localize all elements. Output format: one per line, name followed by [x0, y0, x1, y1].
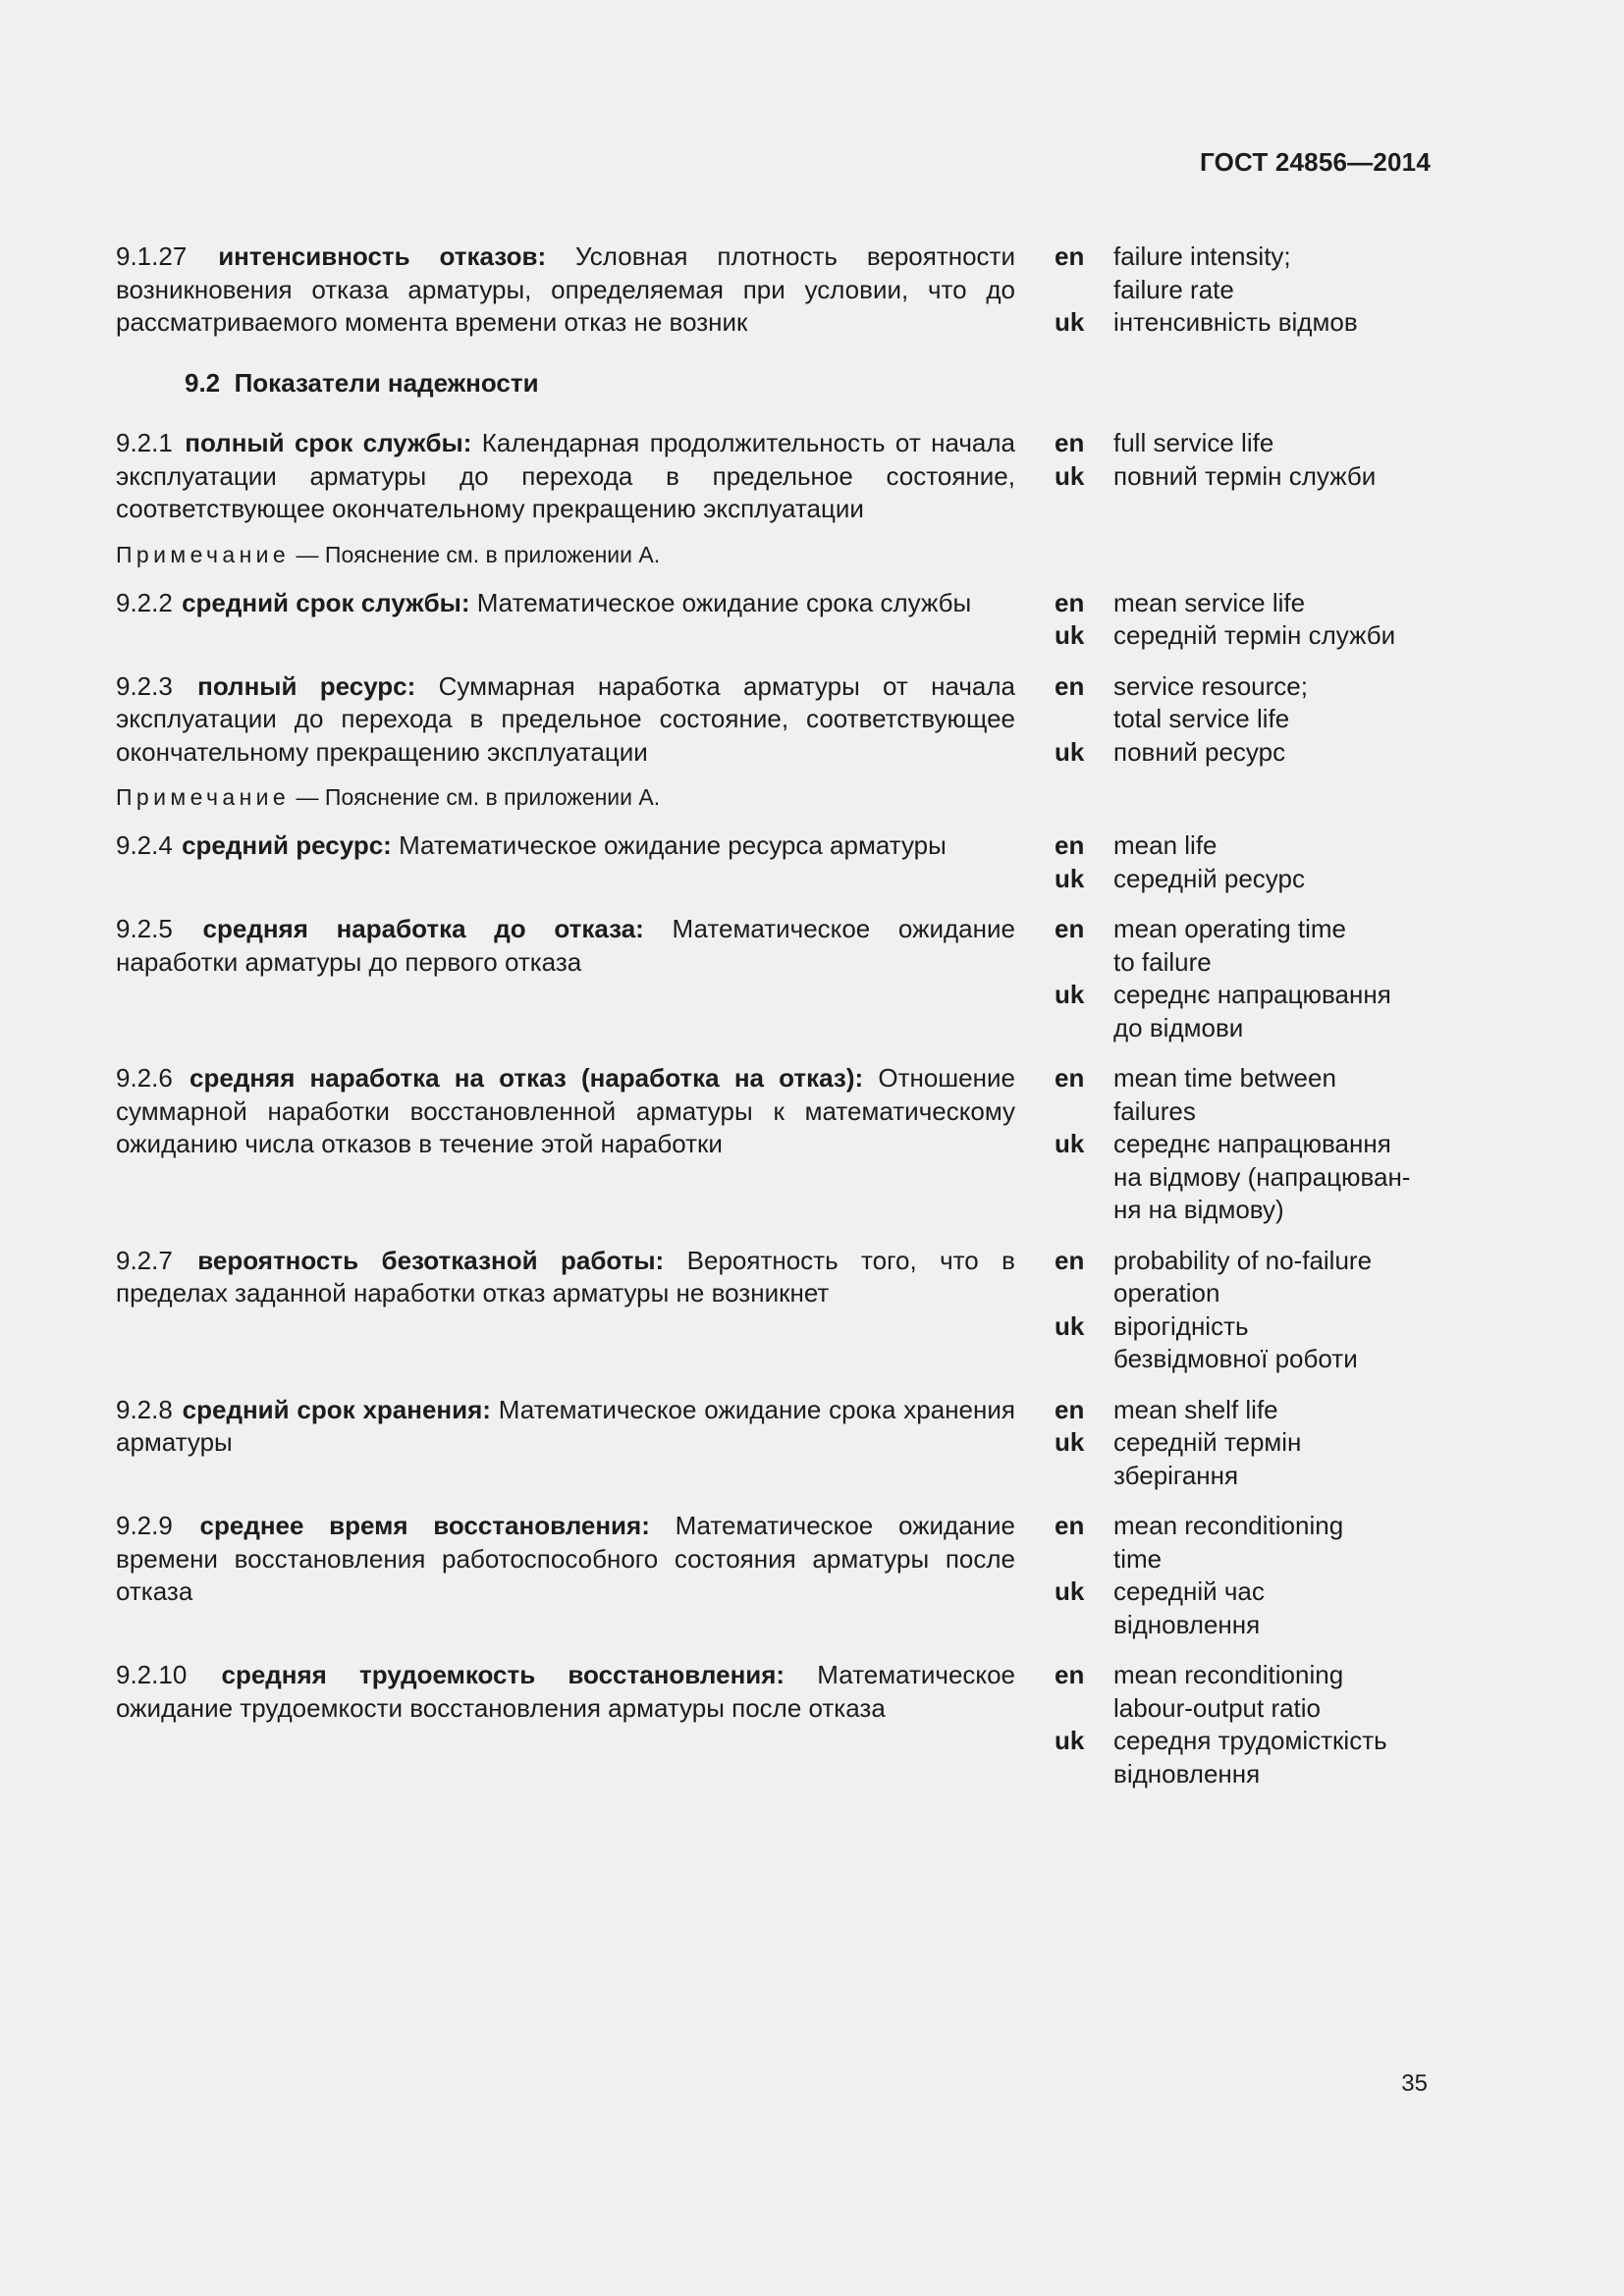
- section-heading: [116, 367, 1432, 400]
- lang-label-en: en: [1055, 1511, 1085, 1540]
- lang-label-uk: uk: [1055, 620, 1085, 650]
- term-entry-9-2-9: [116, 1510, 1432, 1641]
- term-en: mean shelf life: [1113, 1394, 1278, 1424]
- lang-label-en: en: [1055, 1660, 1085, 1689]
- lang-label-en: en: [1055, 830, 1085, 860]
- term-title: среднее время восстановления:: [199, 1511, 650, 1540]
- term-ru: [116, 587, 1015, 620]
- term-equivalents: [1055, 240, 1428, 340]
- lang-label-uk: uk: [1055, 1427, 1085, 1457]
- term-equivalents: [1055, 587, 1428, 653]
- term-definition: Математическое ожидание времени восстановления работоспособного состояния арматуры после отказа: [116, 1511, 1016, 1606]
- term-number: 9.2.3: [116, 670, 173, 701]
- term-entry-9-1-27: [116, 240, 1432, 340]
- term-uk: середня трудомісткість відновлення: [1113, 1726, 1387, 1789]
- term-definition: Математическое ожидание наработки арматуры до первого отказа: [116, 914, 1015, 977]
- lang-label-uk: uk: [1055, 307, 1085, 337]
- term-number: 9.2.9: [116, 1511, 173, 1540]
- term-title: средняя наработка на отказ (наработка на отказ):: [189, 1063, 864, 1093]
- term-entry-9-2-5: [116, 913, 1432, 1044]
- term-ru: [116, 427, 1015, 569]
- section-number: 9.2: [185, 367, 221, 398]
- terms-content: [116, 240, 1432, 1790]
- lang-label-en: en: [1055, 587, 1085, 617]
- term-entry-9-2-10: [116, 1659, 1432, 1790]
- term-ru: [116, 829, 1015, 863]
- term-en: full service life: [1113, 428, 1274, 457]
- term-ru: [116, 240, 1015, 340]
- lang-label-en: en: [1055, 1245, 1085, 1275]
- term-ru: [116, 913, 1015, 979]
- term-uk: середнє напрацювання на відмову (напрацюван- ня на відмову): [1113, 1129, 1411, 1224]
- term-title: средний срок хранения:: [182, 1394, 491, 1424]
- term-note: [116, 540, 1015, 569]
- lang-label-uk: uk: [1055, 863, 1085, 893]
- term-equivalents: [1055, 1062, 1428, 1227]
- term-equivalents: [1055, 427, 1428, 493]
- lang-label-uk: uk: [1055, 1129, 1085, 1158]
- lang-label-uk: uk: [1055, 1310, 1085, 1341]
- note-label: Примечание: [116, 784, 291, 810]
- term-en: mean service life: [1113, 587, 1306, 617]
- note-text: — Пояснение см. в приложении А.: [296, 784, 661, 810]
- page-number: 35: [1401, 2070, 1428, 2097]
- term-ru: [116, 1510, 1015, 1609]
- term-uk: середній термін зберігання: [1113, 1427, 1302, 1490]
- standard-header: ГОСТ 24856—2014: [1200, 147, 1431, 177]
- term-number: 9.2.8: [116, 1394, 173, 1424]
- term-definition: Математическое ожидание трудоемкости восстановления арматуры после отказа: [116, 1660, 1015, 1723]
- term-uk: середній термін служби: [1113, 620, 1396, 650]
- term-uk: інтенсивність відмов: [1113, 307, 1358, 337]
- term-ru: [116, 1245, 1015, 1310]
- section-title: Показатели надежности: [234, 367, 539, 398]
- term-ru: [116, 670, 1015, 813]
- term-entry-9-2-2: [116, 587, 1432, 653]
- lang-label-uk: uk: [1055, 1576, 1085, 1606]
- term-entry-9-2-3: [116, 670, 1432, 813]
- lang-label-en: en: [1055, 241, 1085, 271]
- term-en: service resource; total service life: [1113, 670, 1308, 733]
- lang-label-en: en: [1055, 914, 1085, 943]
- term-number: 9.2.5: [116, 914, 173, 943]
- term-title: полный срок службы:: [185, 428, 472, 457]
- lang-label-uk: uk: [1055, 736, 1085, 767]
- lang-label-uk: uk: [1055, 1726, 1085, 1755]
- note-label: Примечание: [116, 541, 291, 567]
- term-equivalents: [1055, 1659, 1428, 1790]
- term-number: 9.2.7: [116, 1245, 173, 1275]
- term-equivalents: [1055, 829, 1428, 895]
- lang-label-en: en: [1055, 1394, 1085, 1424]
- term-number: 9.1.27: [116, 241, 188, 271]
- term-definition: Математическое ожидание срока службы: [476, 587, 972, 617]
- term-title: полный ресурс:: [197, 670, 416, 701]
- term-uk: середній час відновлення: [1113, 1576, 1265, 1639]
- term-definition: Вероятность того, что в пределах заданной наработки отказ арматуры не возникнет: [116, 1245, 1015, 1308]
- term-equivalents: [1055, 1245, 1428, 1376]
- term-definition: Математическое ожидание ресурса арматуры: [399, 830, 947, 860]
- term-equivalents: [1055, 1394, 1428, 1493]
- term-number: 9.2.10: [116, 1660, 188, 1689]
- term-number: 9.2.1: [116, 428, 173, 457]
- term-equivalents: [1055, 670, 1428, 770]
- term-title: средняя наработка до отказа:: [202, 914, 644, 943]
- term-definition: Отношение суммарной наработки восстановленной арматуры к математическому ожиданию числа отказов в течение этой наработки: [116, 1063, 1015, 1158]
- term-entry-9-2-7: [116, 1245, 1432, 1376]
- term-title: средний срок службы:: [182, 587, 470, 617]
- term-uk: повний термін служби: [1113, 460, 1377, 491]
- note-text: — Пояснение см. в приложении А.: [296, 541, 661, 567]
- term-en: mean reconditioning labour-output ratio: [1113, 1660, 1344, 1723]
- lang-label-uk: uk: [1055, 460, 1085, 491]
- term-uk: повний ресурс: [1113, 736, 1286, 767]
- term-title: средняя трудоемкость восстановления:: [221, 1660, 785, 1689]
- term-note: [116, 782, 1015, 812]
- term-title: интенсивность отказов:: [218, 241, 547, 271]
- lang-label-en: en: [1055, 428, 1085, 457]
- term-number: 9.2.6: [116, 1063, 173, 1093]
- term-definition: Условная плотность вероятности возникновения отказа арматуры, определяемая при условии, что до рассматриваемого момента времени отказ не возник: [116, 241, 1015, 337]
- term-title: средний ресурс:: [182, 830, 392, 860]
- term-entry-9-2-4: [116, 829, 1432, 895]
- term-definition: Календарная продолжительность от начала эксплуатации арматуры до перехода в предельное состояние, соответствующее окончательному прекращению эксплуатации: [116, 428, 1016, 523]
- term-uk: середній ресурс: [1113, 863, 1305, 893]
- term-en: failure intensity; failure rate: [1113, 241, 1291, 304]
- term-en: probability of no-failure operation: [1113, 1245, 1373, 1308]
- term-ru: [116, 1394, 1015, 1460]
- term-ru: [116, 1659, 1015, 1725]
- term-ru: [116, 1062, 1015, 1161]
- term-number: 9.2.2: [116, 587, 173, 617]
- term-equivalents: [1055, 1510, 1428, 1641]
- term-en: mean reconditioning time: [1113, 1511, 1344, 1574]
- term-uk: середнє напрацювання до відмови: [1113, 980, 1391, 1042]
- lang-label-en: en: [1055, 1063, 1085, 1093]
- term-en: mean operating time to failure: [1113, 914, 1347, 977]
- term-entry-9-2-8: [116, 1394, 1432, 1493]
- term-entry-9-2-6: [116, 1062, 1432, 1227]
- lang-label-uk: uk: [1055, 980, 1085, 1009]
- lang-label-en: en: [1055, 670, 1085, 701]
- term-uk: вірогідність безвідмовної роботи: [1113, 1310, 1358, 1373]
- term-en: mean time between failures: [1113, 1063, 1336, 1126]
- term-entry-9-2-1: [116, 427, 1432, 569]
- term-number: 9.2.4: [116, 830, 173, 860]
- term-equivalents: [1055, 913, 1428, 1044]
- term-title: вероятность безотказной работы:: [197, 1245, 665, 1275]
- term-en: mean life: [1113, 830, 1218, 860]
- term-definition: Математическое ожидание срока хранения арматуры: [116, 1394, 1015, 1457]
- term-definition: Суммарная наработка арматуры от начала эксплуатации до перехода в предельное состояние, соответствующее окончательному прекращению эксплуатации: [116, 670, 1015, 767]
